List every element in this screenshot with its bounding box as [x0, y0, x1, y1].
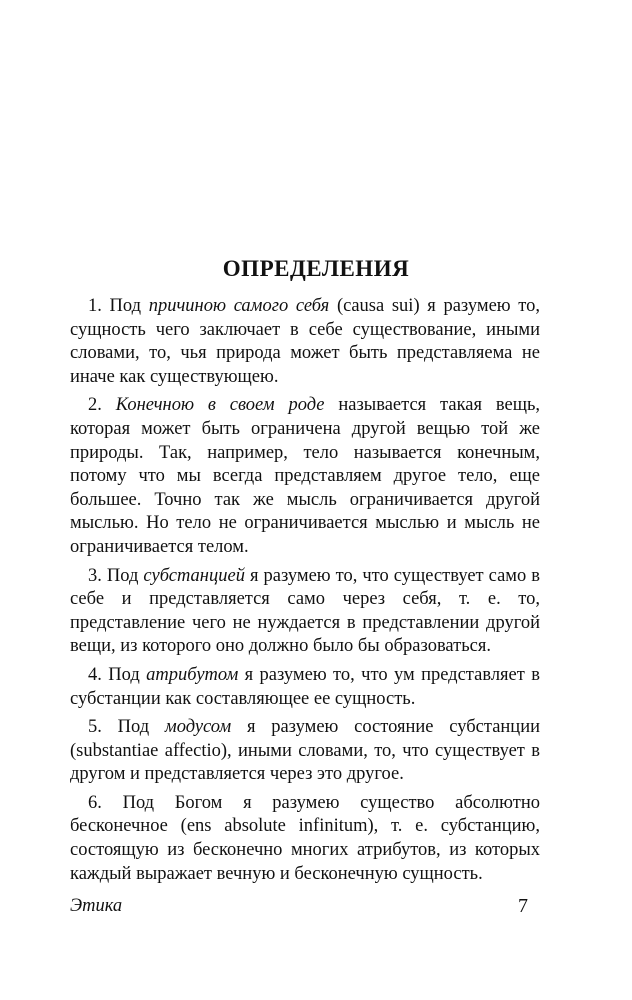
paragraph-text: я разумею то, что существует само в себе и представляется само через себя, т. е. то, представление чего не нуждается в представлении другой вещи, из которого оно должно было бы образоваться.	[70, 565, 540, 657]
defined-term: модусом	[164, 717, 232, 738]
paragraph-text: (causa sui) я разумею то, сущность чего заключает в себе существование, иными словами, то, чья природа может быть представляема не иначе как существующею.	[70, 296, 540, 387]
page-footer	[70, 893, 540, 919]
defined-term: субстанцией	[143, 565, 245, 586]
defined-term: Конечною в своем роде	[115, 395, 325, 416]
paragraph-text: я разумею состояние субстанции (substantiae affectio), иными словами, то, что существует в другом и представляется через это другое.	[70, 717, 541, 785]
paragraph-text: называется такая вещь, которая может быть ограничена другой вещью той же природы. Так, например, тело называется конечным, потому что мы всегда представляем другое тело, еще большее. Точно так же мысль ограничивается другой мыслью. Но тело не ограничивается мыслью и мысль не ограничивается телом.	[70, 395, 541, 557]
definition-paragraph	[70, 792, 540, 886]
definition-paragraph	[70, 565, 540, 659]
paragraph-text: 5. Под	[88, 717, 165, 738]
paragraph-text: 6. Под Богом я разумею существо абсолютно бесконечное (ens absolute infinitum), т. е. субстанцию, состоящую из бесконечно многих атрибутов, из которых каждый выражает вечную и бесконечную сущность.	[70, 792, 540, 884]
paragraph-text: 3. Под	[88, 565, 144, 586]
definition-paragraph	[70, 716, 540, 787]
paragraph-text: я разумею то, что ум представляет в субстанции как составляющее ее сущность.	[70, 664, 540, 709]
definition-paragraph	[70, 394, 540, 559]
definition-paragraph	[70, 295, 540, 389]
paragraph-text: 4. Под	[88, 664, 147, 685]
definitions-text	[70, 295, 540, 891]
defined-term: атрибутом	[146, 664, 239, 685]
defined-term: причиною самого себя	[148, 296, 330, 316]
definition-paragraph	[70, 664, 540, 711]
paragraph-text: 1. Под	[88, 296, 149, 316]
page-number: 7	[518, 895, 528, 917]
section-heading: ОПРЕДЕЛЕНИЯ	[222, 256, 410, 281]
running-title: Этика	[70, 896, 123, 916]
paragraph-text: 2.	[88, 395, 116, 416]
